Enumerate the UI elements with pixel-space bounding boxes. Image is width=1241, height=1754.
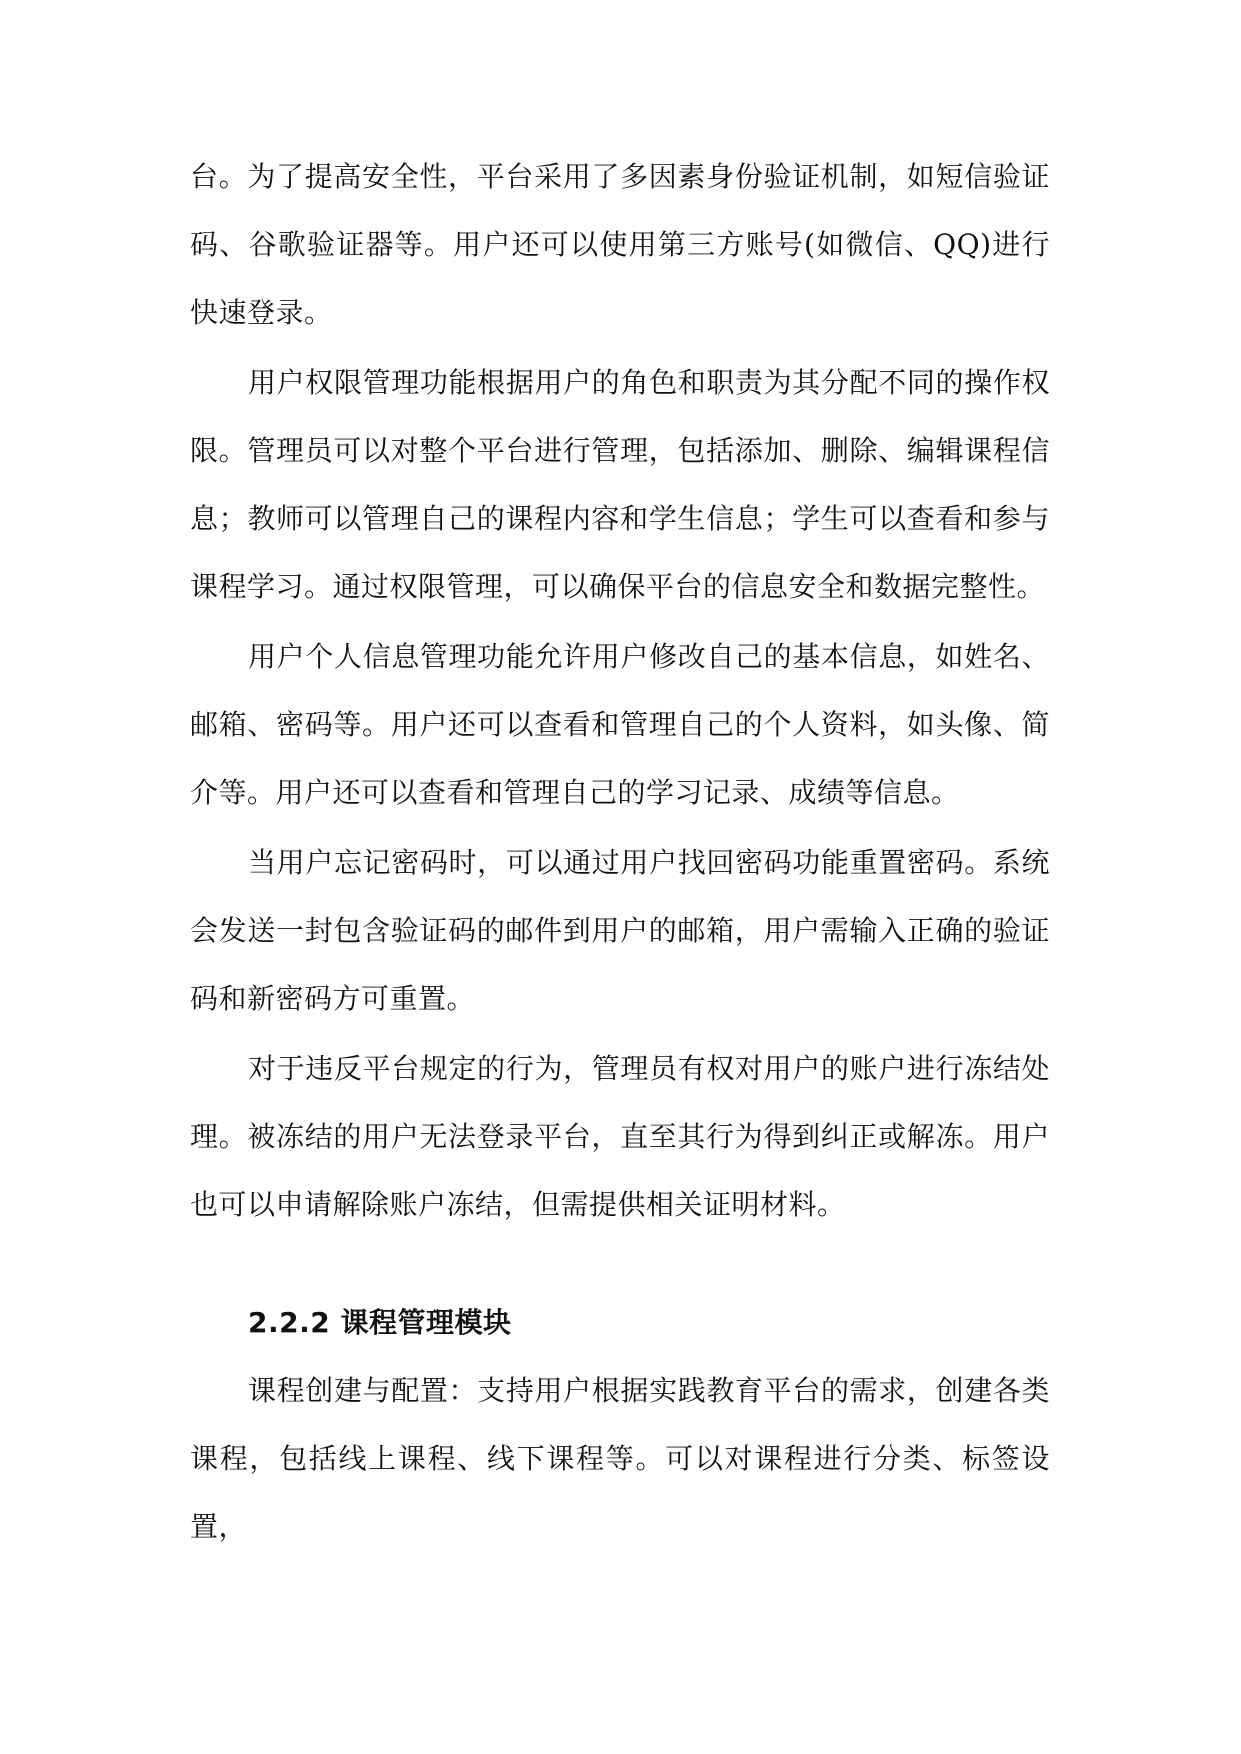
document-body (190, 143, 1050, 1563)
paragraph-permission-management: 用户权限管理功能根据用户的角色和职责为其分配不同的操作权限。管理员可以对整个平台进行管理，包括添加、删除、编辑课程信息；教师可以管理自己的课程内容和学生信息；学生可以查看和参与课程学习。通过权限管理，可以确保平台的信息安全和数据完整性。 (190, 366, 1050, 603)
paragraph-login-continuation: 台。为了提高安全性，平台采用了多因素身份验证机制，如短信验证码、谷歌验证器等。用户还可以使用第三方账号(如微信、QQ)进行快速登录。 (190, 160, 1050, 329)
paragraph-personal-info-management: 用户个人信息管理功能允许用户修改自己的基本信息，如姓名、邮箱、密码等。用户还可以查看和管理自己的个人资料，如头像、简介等。用户还可以查看和管理自己的学习记录、成绩等信息。 (190, 640, 1050, 809)
section-heading: 2.2.2 课程管理模块 (248, 1306, 512, 1339)
paragraph-course-creation: 课程创建与配置：支持用户根据实践教育平台的需求，创建各类课程，包括线上课程、线下课程等。可以对课程进行分类、标签设置， (190, 1374, 1050, 1543)
paragraph-account-freeze: 对于违反平台规定的行为，管理员有权对用户的账户进行冻结处理。被冻结的用户无法登录平台，直至其行为得到纠正或解冻。用户也可以申请解除账户冻结，但需提供相关证明材料。 (190, 1052, 1050, 1221)
paragraph-password-recovery: 当用户忘记密码时，可以通过用户找回密码功能重置密码。系统会发送一封包含验证码的邮件到用户的邮箱，用户需输入正确的验证码和新密码方可重置。 (190, 846, 1050, 1015)
